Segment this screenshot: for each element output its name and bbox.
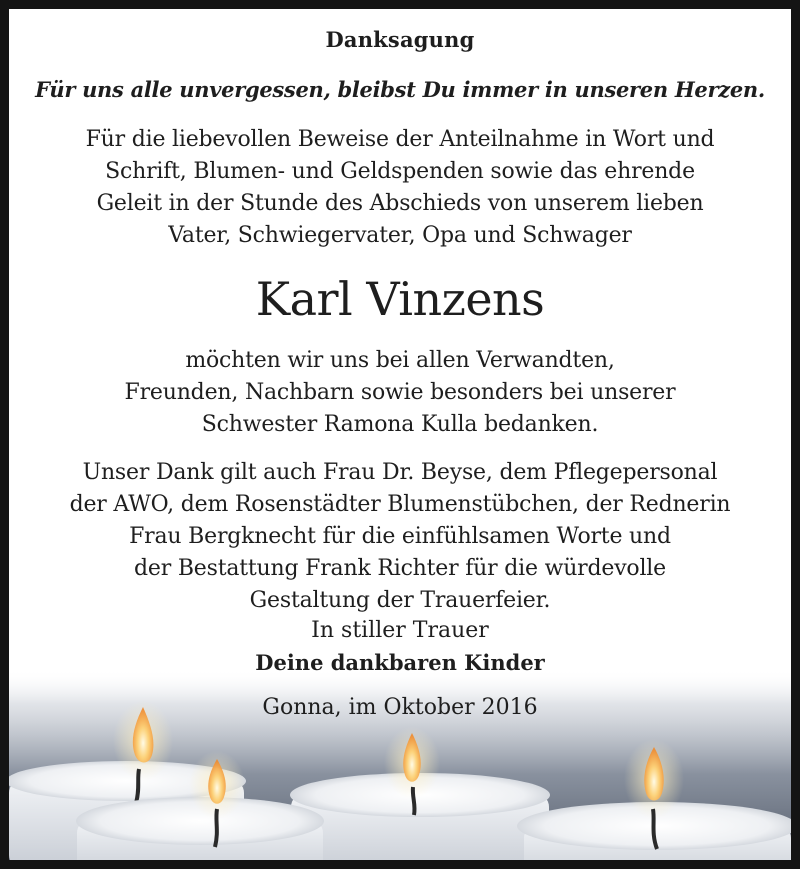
signature: Deine dankbaren Kinder: [255, 650, 545, 675]
mourning-line: In stiller Trauer: [311, 618, 489, 643]
text-line: möchten wir uns bei allen Verwandten,: [185, 348, 615, 373]
notice-motto: Für uns alle unvergessen, bleibst Du immer in unseren Herzen.: [35, 77, 765, 102]
notice-heading: Danksagung: [325, 27, 475, 52]
thanks-paragraph-2: [9, 345, 791, 441]
text-line: Für die liebevollen Beweise der Anteilnahme in Wort und: [85, 127, 715, 152]
text-line: Schwester Ramona Kulla bedanken.: [201, 412, 599, 437]
text-line: Geleit in der Stunde des Abschieds von unserem lieben: [96, 191, 704, 216]
place-date: Gonna, im Oktober 2016: [262, 695, 538, 720]
text-line: Frau Bergknecht für die einfühlsamen Worte und: [129, 524, 671, 549]
text-line: Freunden, Nachbarn sowie besonders bei unserer: [124, 380, 676, 405]
text-line: der Bestattung Frank Richter für die würdevolle: [134, 556, 666, 581]
text-line: Unser Dank gilt auch Frau Dr. Beyse, dem Pflegepersonal: [82, 460, 718, 485]
text-line: Vater, Schwiegervater, Opa und Schwager: [168, 223, 632, 248]
thanks-paragraph-3: [9, 457, 791, 617]
text-line: Schrift, Blumen- und Geldspenden sowie das ehrende: [105, 159, 695, 184]
thanks-paragraph-1: [9, 124, 791, 252]
text-line: Gestaltung der Trauerfeier.: [249, 588, 551, 613]
deceased-name: Karl Vinzens: [255, 272, 545, 326]
text-line: der AWO, dem Rosenstädter Blumenstübchen, der Rednerin: [69, 492, 731, 517]
